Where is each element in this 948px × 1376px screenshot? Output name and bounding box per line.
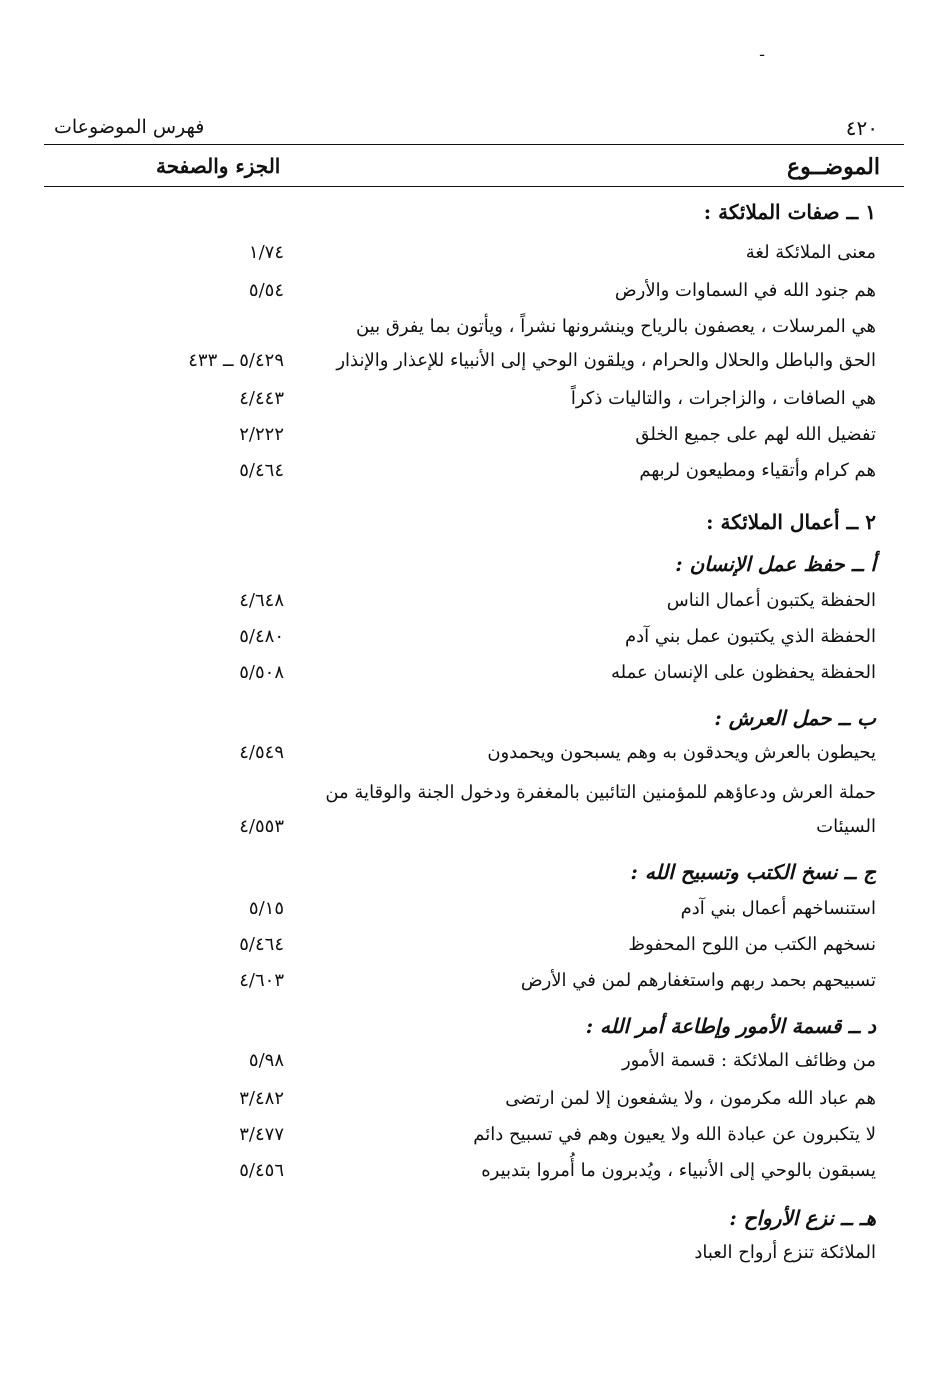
entry-text: تفضيل الله لهم على جميع الخلق xyxy=(635,424,876,445)
entry-reference: ٥/٤٥٦ xyxy=(239,1160,284,1181)
index-entry xyxy=(46,742,876,776)
entry-text: هم كرام وأتقياء ومطيعون لربهم xyxy=(639,460,876,481)
entry-reference: ٤/٦٤٨ xyxy=(239,590,284,611)
running-header xyxy=(44,116,904,145)
entry-text: تسبيحهم بحمد ربهم واستغفارهم لمن في الأرض xyxy=(520,970,876,991)
entry-reference: ٥/٤٦٤ xyxy=(239,460,284,481)
index-entry xyxy=(46,1124,876,1158)
entry-text: معنى الملائكة لغة xyxy=(745,242,876,263)
entry-text: هي المرسلات ، يعصفون بالرياح وينشرونها نشراً ، ويأتون بما يفرق بين xyxy=(356,316,876,337)
entry-reference: ٥/٤٨٠ xyxy=(239,626,284,647)
column-headers xyxy=(44,152,904,187)
section-heading xyxy=(46,200,876,234)
entry-text: يحيطون بالعرش ويحدقون به وهم يسبحون ويحمدون xyxy=(487,742,876,763)
entry-reference: ٥/٤٢٩ ــ ٤٣٣ xyxy=(188,350,284,371)
index-entry xyxy=(46,280,876,314)
entry-text: الحفظة يحفظون على الإنسان عمله xyxy=(610,662,876,683)
entry-text: ١ ــ صفات الملائكة : xyxy=(703,200,876,224)
entry-text: الحق والباطل والحلال والحرام ، ويلقون الوحي إلى الأنبياء للإعذار والإنذار xyxy=(336,350,876,371)
entry-text: هم عباد الله مكرمون ، ولا يشفعون إلا لمن ارتضى xyxy=(505,1088,876,1109)
index-entry xyxy=(46,898,876,932)
entry-reference: ٥/١٥ xyxy=(248,898,284,919)
entry-reference: ٥/٥٠٨ xyxy=(239,662,284,683)
index-entry xyxy=(46,1088,876,1122)
entry-text: ب ــ حمل العرش : xyxy=(714,706,876,730)
entry-text: هي الصافات ، والزاجرات ، والتاليات ذكراً xyxy=(570,388,876,409)
index-entry xyxy=(46,424,876,458)
index-entry xyxy=(46,1242,876,1276)
entry-reference: ٥/٩٨ xyxy=(248,1050,284,1071)
index-entry xyxy=(46,1050,876,1084)
entry-text: ج ــ نسخ الكتب وتسبيح الله : xyxy=(630,860,876,884)
entry-text: لا يتكبرون عن عبادة الله ولا يعيون وهم في تسبيح دائم xyxy=(473,1124,876,1145)
entry-text: هم جنود الله في السماوات والأرض xyxy=(614,280,876,301)
entry-reference: ٢/٢٢٢ xyxy=(239,424,284,445)
running-title: فهرس الموضوعات xyxy=(54,116,205,138)
index-entry xyxy=(46,662,876,696)
entry-reference: ٤/٥٥٣ xyxy=(239,816,284,837)
entry-reference: ٤/٤٤٣ xyxy=(239,388,284,409)
entry-text: السيئات xyxy=(816,816,876,837)
index-entry xyxy=(46,388,876,422)
entry-reference: ٤/٦٠٣ xyxy=(239,970,284,991)
entry-reference: ٣/٤٧٧ xyxy=(239,1124,284,1145)
subsection-heading xyxy=(46,860,876,894)
entry-text: حملة العرش ودعاؤهم للمؤمنين التائبين بالمغفرة ودخول الجنة والوقاية من xyxy=(325,782,876,803)
entry-reference: ٣/٤٨٢ xyxy=(239,1088,284,1109)
index-entry xyxy=(46,782,876,816)
section-heading xyxy=(46,510,876,544)
index-entry xyxy=(46,626,876,660)
index-entry xyxy=(46,242,876,276)
index-entry xyxy=(46,1160,876,1194)
entry-text: أ ــ حفظ عمل الإنسان : xyxy=(675,552,876,576)
subsection-heading xyxy=(46,706,876,740)
entry-reference: ٤/٥٤٩ xyxy=(239,742,284,763)
subsection-heading xyxy=(46,552,876,586)
entry-reference: ١/٧٤ xyxy=(248,242,284,263)
entry-text: ٢ ــ أعمال الملائكة : xyxy=(706,510,876,534)
index-entry xyxy=(46,934,876,968)
entry-text: نسخهم الكتب من اللوح المحفوظ xyxy=(628,934,876,955)
entry-text: هـ ــ نزع الأرواح : xyxy=(729,1206,876,1230)
column-header-topic: الموضــوع xyxy=(787,154,880,180)
entry-text: يسبقون بالوحي إلى الأنبياء ، ويُدبرون ما أُمروا بتدبيره xyxy=(481,1160,876,1181)
entry-text: الملائكة تنزع أرواح العباد xyxy=(694,1242,876,1263)
top-mark: ـ xyxy=(760,44,765,60)
index-entry xyxy=(46,350,876,384)
subsection-heading xyxy=(46,1206,876,1240)
index-entry xyxy=(46,816,876,850)
entry-text: الحفظة يكتبون أعمال الناس xyxy=(666,590,876,611)
index-entry xyxy=(46,316,876,350)
entry-reference: ٥/٥٤ xyxy=(248,280,284,301)
index-entry xyxy=(46,460,876,494)
index-entry xyxy=(46,970,876,1004)
column-header-reference: الجزء والصفحة xyxy=(156,154,281,178)
index-entry xyxy=(46,590,876,624)
entry-text: الحفظة الذي يكتبون عمل بني آدم xyxy=(625,626,876,647)
entry-text: د ــ قسمة الأمور وإطاعة أمر الله : xyxy=(585,1014,876,1038)
entry-reference: ٥/٤٦٤ xyxy=(239,934,284,955)
page-number: ٤٢٠ xyxy=(845,116,878,140)
entry-text: استنساخهم أعمال بني آدم xyxy=(680,898,876,919)
entry-text: من وظائف الملائكة : قسمة الأمور xyxy=(621,1050,876,1071)
subsection-heading xyxy=(46,1014,876,1048)
